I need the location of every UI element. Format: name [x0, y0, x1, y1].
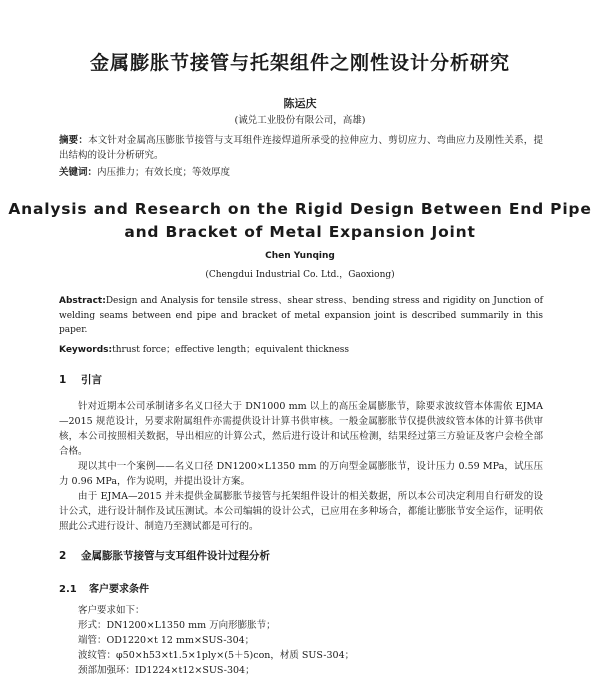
- chinese-keywords-label: 关键词：: [59, 167, 98, 178]
- english-title: [0, 198, 600, 244]
- section-2-1-number: 2.1: [59, 584, 77, 595]
- english-affiliation: (Chengdui Industrial Co. Ltd.，Gaoxiong): [205, 270, 395, 280]
- chinese-abstract-label: 摘要：: [59, 135, 89, 146]
- english-title-line-1: Analysis and Research on the Rigid Design Between End Pipe: [8, 200, 592, 218]
- list-item: 端管：OD1220×t 12 mm×SUS-304；: [78, 635, 255, 646]
- section-2-1-heading: [59, 580, 149, 595]
- section-1-heading: [59, 372, 102, 387]
- requirements-list: [78, 603, 543, 678]
- section-1-paragraph-2: 现以其中一个案例——名义口径 DN1200×L1350 mm 的万向型金属膨胀节，设计压力 0.59 MPa，试压压力 0.96 MPa，作为说明，并提出设计方案。: [59, 461, 543, 487]
- chinese-author: 陈运庆: [283, 97, 317, 110]
- section-1-number: 1: [59, 374, 67, 386]
- section-2-heading: [59, 548, 270, 563]
- english-keywords-text: thrust force；effective length；equivalent thickness: [112, 345, 350, 355]
- section-1-paragraph-3: 由于 EJMA—2015 并未提供金属膨胀节接管与托架组件设计的相关数据，所以本公司决定利用自行研发的设计公式，进行设计制作及试压测试。本公司编辑的设计公式，已应用在多种场合，都能让膨胀节安全运作，证明依照此公式进行设计、制造乃至测试都是可行的。: [59, 491, 543, 532]
- english-author: Chen Yunqing: [265, 251, 335, 261]
- chinese-abstract-text: 本文针对金属高压膨胀节接管与支耳组件连接焊道所承受的拉伸应力、剪切应力、弯曲应力及刚性关系，提出结构的设计分析研究。: [59, 135, 543, 161]
- section-2-number: 2: [59, 550, 67, 562]
- english-title-line-2: and Bracket of Metal Expansion Joint: [124, 223, 476, 241]
- english-abstract: [59, 294, 543, 338]
- chinese-affiliation: (诚兑工业股份有限公司，高雄): [234, 115, 366, 126]
- section-2-title: 金属膨胀节接管与支耳组件设计过程分析: [81, 550, 270, 562]
- section-1-paragraph-1: 针对近期本公司承制诸多名义口径大于 DN1000 mm 以上的高压金属膨胀节，除要求波纹管本体需依 EJMA—2015 规范设计，另要求附属组件亦需提供设计计算书供审核。一般金属膨胀节仅提供波纹管本体的计算书供审核，本公司按照相关数据，导出相应的计算公式，然后进行设计和试压检测，结果经过第三方验证及客户会检全部合格。: [59, 401, 543, 457]
- english-keywords: [59, 343, 543, 357]
- section-2-1-title: 客户要求条件: [89, 584, 149, 595]
- list-item: 客户要求如下：: [78, 605, 145, 616]
- chinese-keywords-text: 内压推力；有效长度；等效厚度: [97, 167, 231, 178]
- english-keywords-label: Keywords:: [59, 345, 113, 355]
- section-1-title: 引言: [81, 374, 102, 386]
- chinese-title: 金属膨胀节接管与托架组件之刚性设计分析研究: [89, 52, 510, 74]
- english-abstract-label: Abstract:: [59, 296, 106, 306]
- list-item: 颈部加强环：ID1224×t12×SUS-304；: [78, 665, 255, 676]
- list-item: 形式：DN1200×L1350 mm 万向形膨胀节；: [78, 620, 276, 631]
- english-abstract-text: Design and Analysis for tensile stress、shear stress、bending stress and rigidity on Junction of welding seams between end pipe and bracket of metal expansion joint is described summarily in this paper.: [59, 296, 543, 335]
- chinese-abstract: [59, 133, 543, 163]
- chinese-keywords: [59, 165, 543, 180]
- list-item: 波纹管：φ50×h53×t1.5×1ply×(5＋5)con，材质 SUS-304；: [78, 650, 355, 661]
